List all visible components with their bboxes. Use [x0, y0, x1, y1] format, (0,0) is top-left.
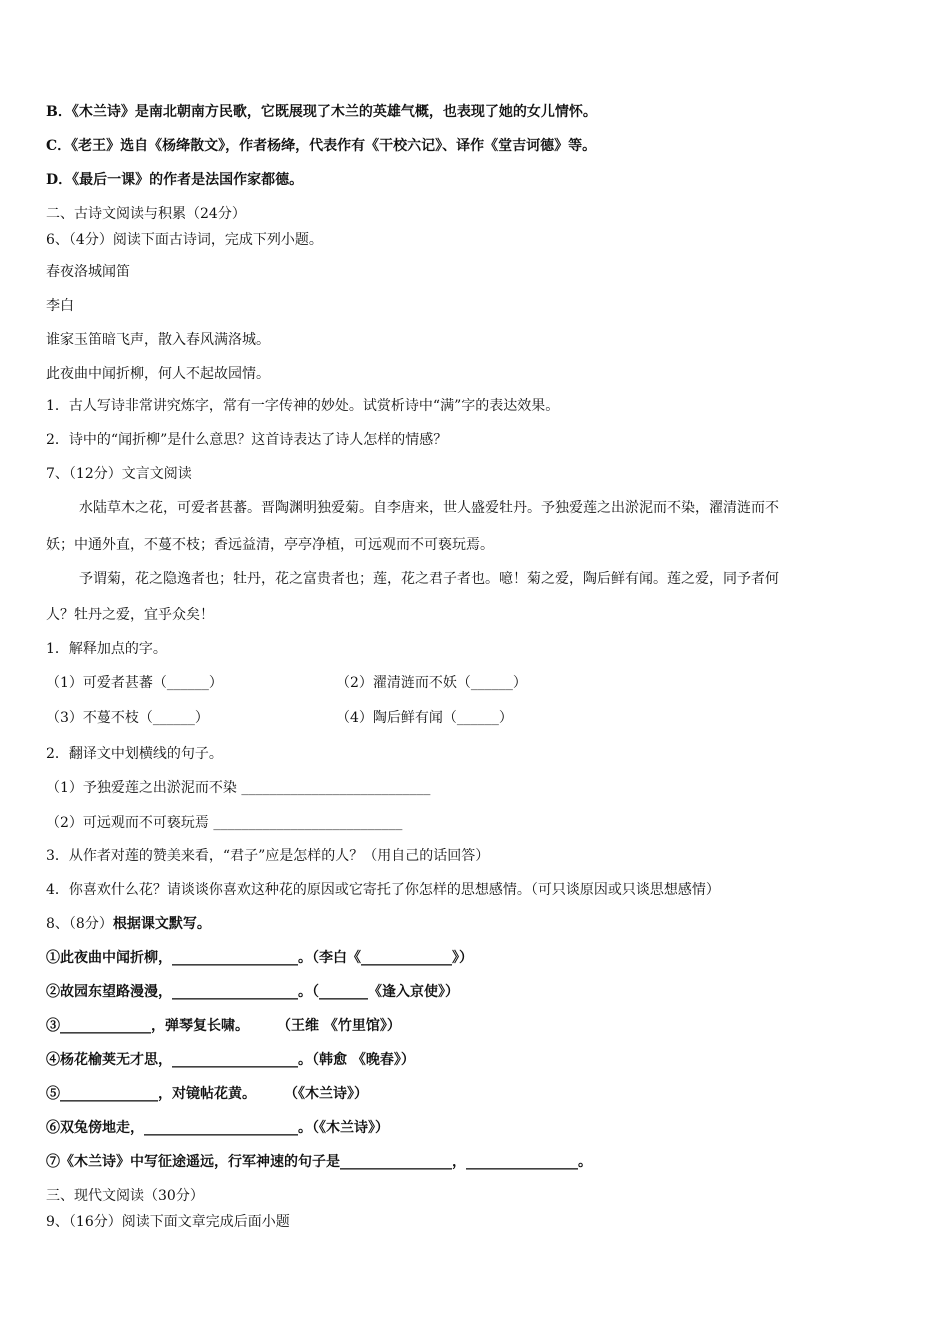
poem-author: 李白: [46, 298, 74, 314]
q7-sub-1: 1．解释加点的字。: [46, 641, 167, 657]
poem-title: 春夜洛城闻笛: [46, 264, 130, 280]
passage-para-2-line-2: 人？牡丹之爱，宜乎众矣！: [46, 607, 214, 623]
q8-line-3: ③_____________，弹琴复长啸。 （王维 《竹里馆》）: [46, 1018, 401, 1034]
section-2-heading: 二、古诗文阅读与积累（24分）: [46, 206, 246, 222]
q7-sub-2: 2．翻译文中划横线的句子。: [46, 746, 223, 762]
q8-line-1: ①此夜曲中闻折柳，__________________。（李白《_____________》）: [46, 950, 473, 966]
q8-line-5: ⑤______________，对镜帖花黄。 （《木兰诗》）: [46, 1086, 368, 1102]
q7-intro: 7、（12分）文言文阅读: [46, 466, 192, 482]
q8-line-2: ②故园东望路漫漫，__________________。（_______《逢入京使》）: [46, 984, 459, 1000]
passage-para-1-line-1: 水陆草木之花，可爱者甚蕃。晋陶渊明独爱菊。自李唐来，世人盛爱牡丹。予独爱莲之出淤泥而不染，濯清涟而不: [79, 500, 779, 516]
q7-sub-1-item-2: （2）濯清涟而不妖（______）: [336, 675, 527, 691]
section-3-heading: 三、现代文阅读（30分）: [46, 1188, 204, 1204]
option-d: D．《最后一课》的作者是法国作家都德。: [46, 172, 304, 188]
passage-para-1-line-2: 妖；中通外直，不蔓不枝；香远益清，亭亭净植，可远观而不可亵玩焉。: [46, 537, 494, 553]
q8-line-4: ④杨花榆荚无才思，__________________。（韩愈 《晚春》）: [46, 1052, 415, 1068]
q7-sub-1-item-4: （4）陶后鲜有闻（______）: [336, 710, 513, 726]
q8-instruction: 根据课文默写。: [112, 916, 211, 932]
q7-sub-3: 3．从作者对莲的赞美来看，“君子”应是怎样的人？（用自己的话回答）: [46, 848, 490, 864]
poem-line-2: 此夜曲中闻折柳，何人不起故园情。: [46, 366, 270, 382]
option-b: B．《木兰诗》是南北朝南方民歌，它既展现了木兰的英雄气概，也表现了她的女儿情怀。: [46, 104, 597, 120]
q6-intro: 6、（4分）阅读下面古诗词，完成下列小题。: [46, 232, 323, 248]
poem-line-1: 谁家玉笛暗飞声，散入春风满洛城。: [46, 332, 270, 348]
q8-line-7: ⑦《木兰诗》中写征途遥远，行军神速的句子是________________，________________。: [46, 1154, 592, 1170]
q7-sub-2-item-2: （2）可远观而不可亵玩焉 ___________________________: [46, 815, 403, 831]
q9-intro: 9、（16分）阅读下面文章完成后面小题: [46, 1214, 290, 1230]
q7-sub-1-item-1: （1）可爱者甚蕃（______）: [46, 675, 223, 691]
q8-intro: [46, 914, 211, 934]
q8-number: 8、（8分）: [46, 916, 113, 932]
q6-sub-1: 1．古人写诗非常讲究炼字，常有一字传神的妙处。试赏析诗中“满”字的表达效果。: [46, 398, 560, 414]
q7-sub-4: 4．你喜欢什么花？请谈谈你喜欢这种花的原因或它寄托了你怎样的思想感情。（可只谈原因或只谈思想感情）: [46, 882, 720, 898]
q8-line-6: ⑥双兔傍地走，______________________。（《木兰诗》）: [46, 1120, 389, 1136]
q7-sub-1-item-3: （3）不蔓不枝（______）: [46, 710, 209, 726]
option-c: C．《老王》选自《杨绛散文》，作者杨绛，代表作有《干校六记》、译作《堂吉诃德》等。: [46, 138, 597, 154]
passage-para-2-line-1: 予谓菊，花之隐逸者也；牡丹，花之富贵者也；莲，花之君子者也。噫！菊之爱，陶后鲜有闻。莲之爱，同予者何: [79, 571, 779, 587]
q6-sub-2: 2．诗中的“闻折柳”是什么意思？这首诗表达了诗人怎样的情感？: [46, 432, 448, 448]
q7-sub-2-item-1: （1）予独爱莲之出淤泥而不染 ___________________________: [46, 780, 431, 796]
